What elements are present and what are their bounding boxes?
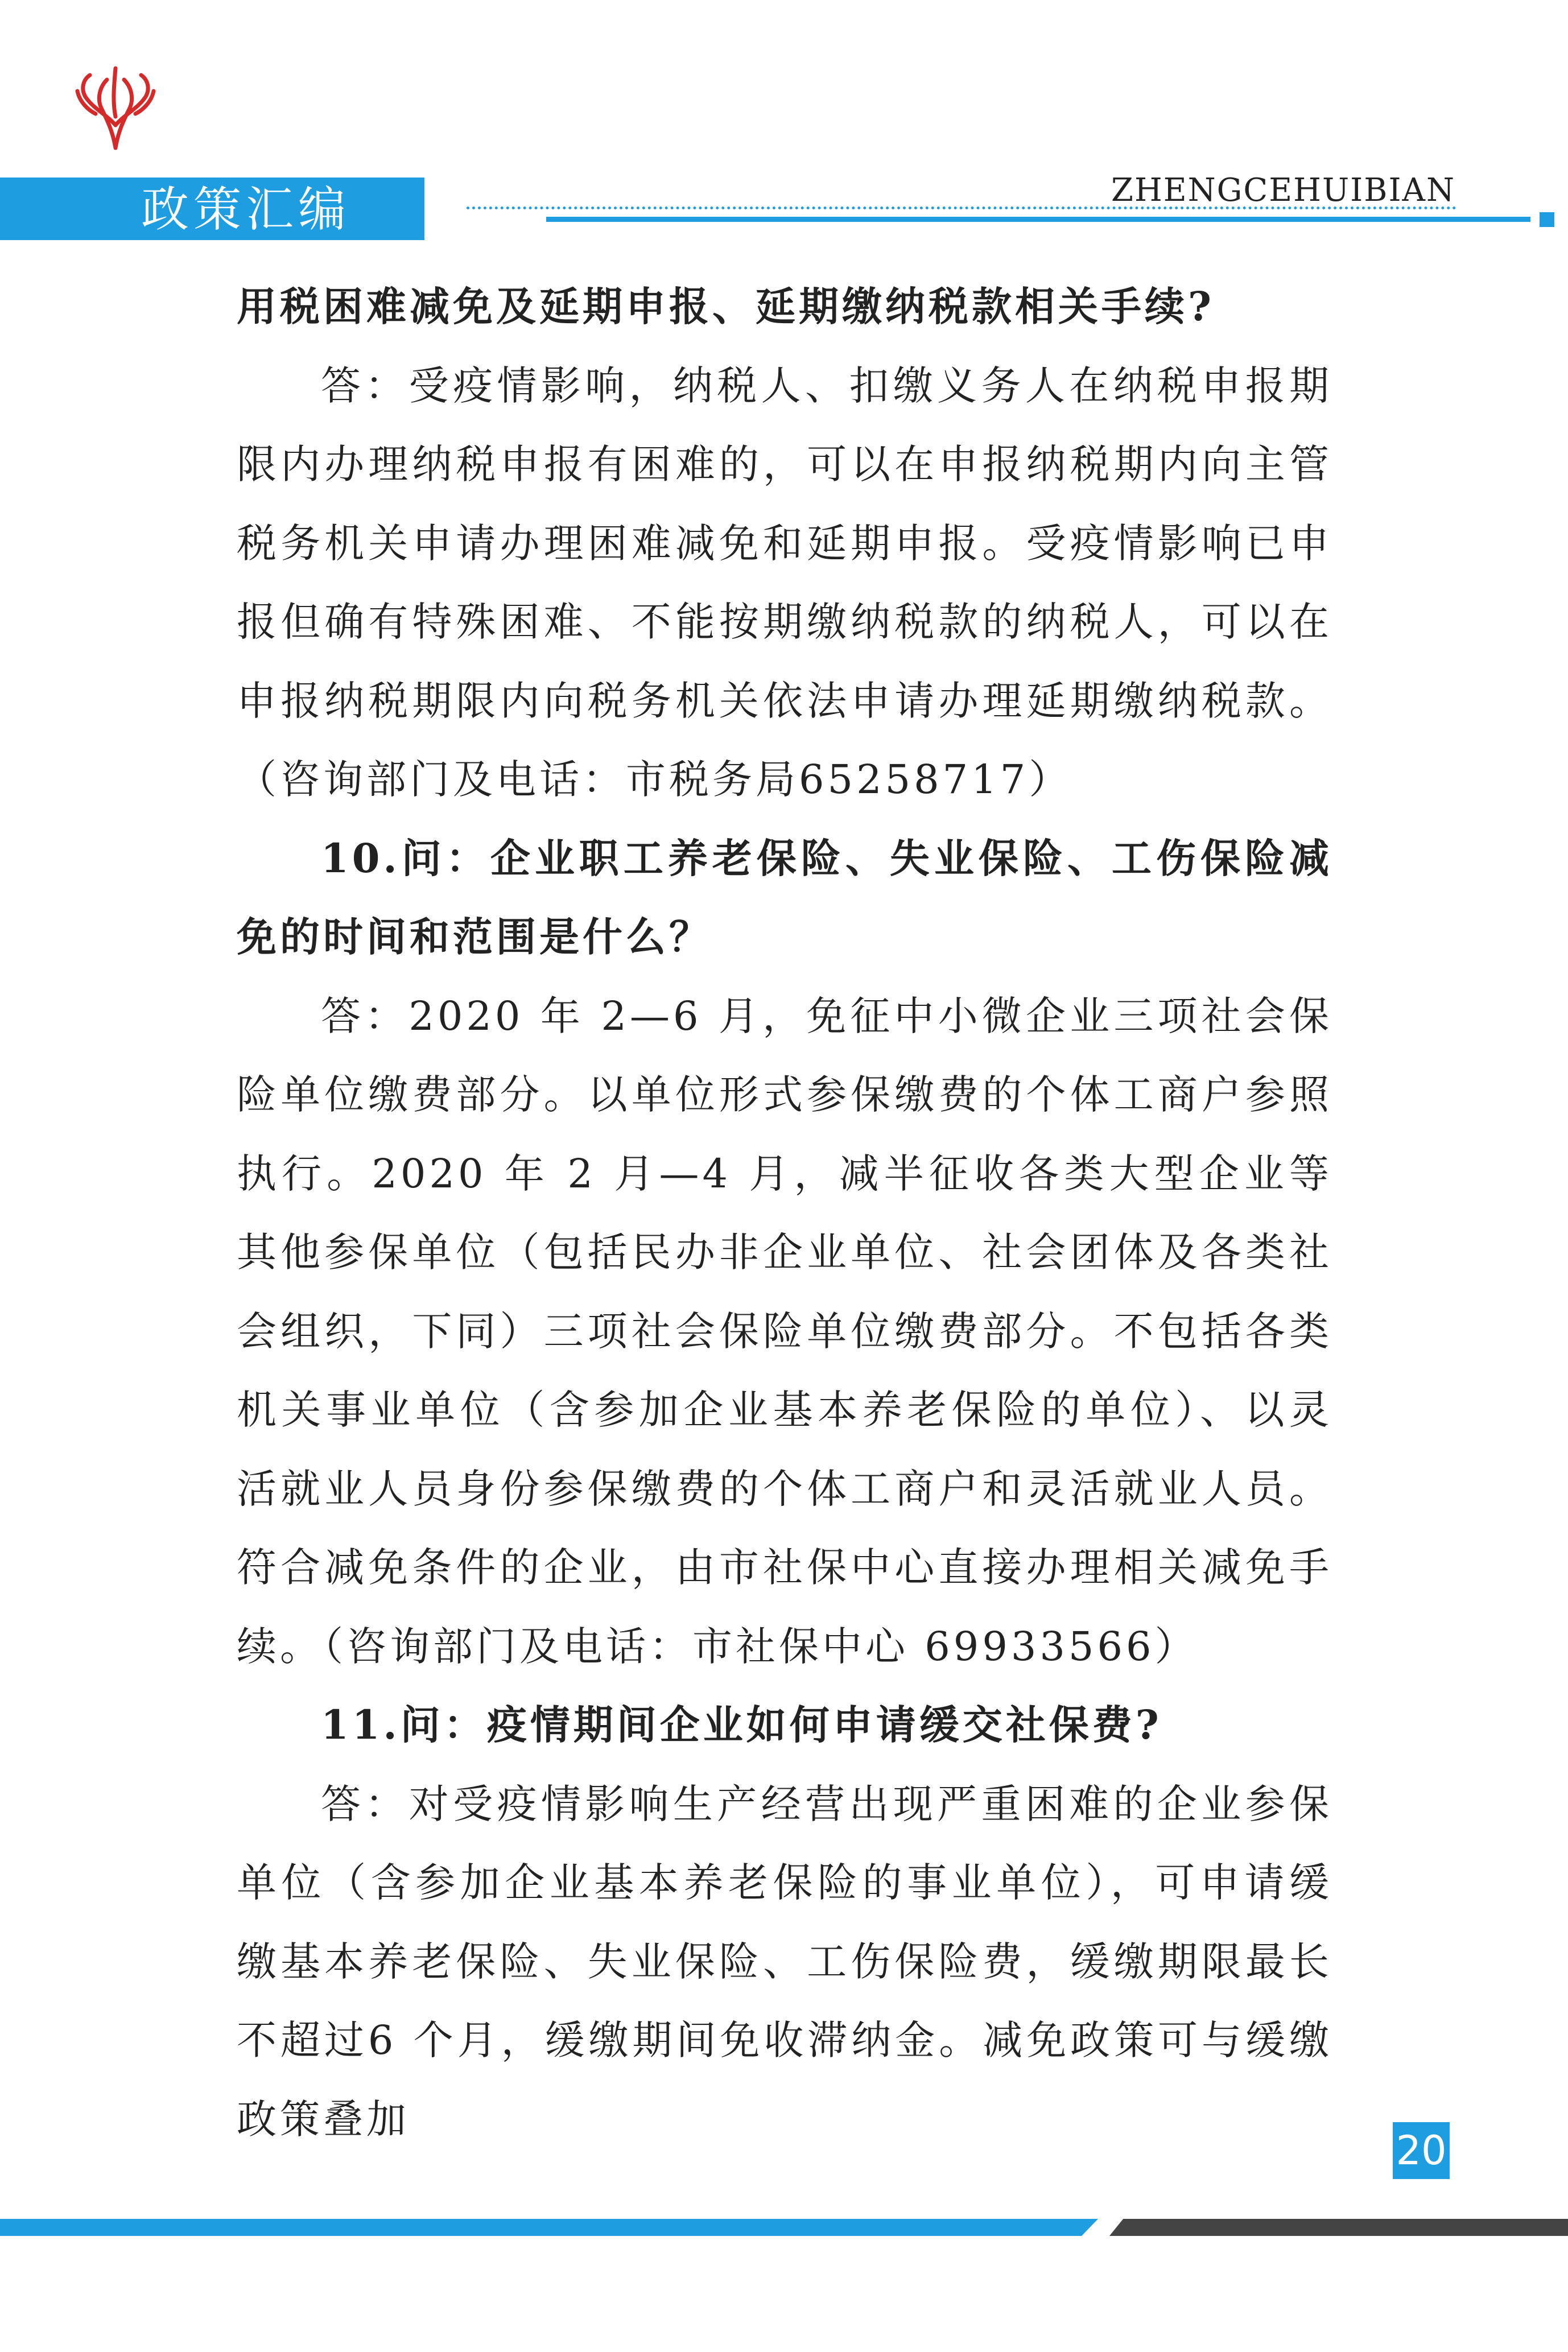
answer-10: 答：2020 年 2—6 月，免征中小微企业三项社会保险单位缴费部分。以单位形式参保缴费的个体工商户参照执行。2020 年 2 月—4 月，减半征收各类大型企业等其他参保单位（包括民办非企业单位、社会团体及各类社会组织，下同）三项社会保险单位缴费部分。不包括各类机关事业单位（含参加企业基本养老保险的单位）、以灵活就业人员身份参保缴费的个体工商户和灵活就业人员。符合减免条件的企业，由市社保中心直接办理相关减免手续。（咨询部门及电话：市社保中心 69933566）	[237, 992, 1332, 1670]
footer-blue-bar	[0, 2219, 1098, 2236]
header-english-title: ZHENGCEHUIBIAN	[1111, 172, 1455, 209]
answer-paragraph: 答：受疫情影响，纳税人、扣缴义务人在纳税申报期限内办理纳税申报有困难的，可以在申报纳税期内向主管税务机关申请办理困难减免和延期申报。受疫情影响已申报但确有特殊困难、不能按期缴纳税款的纳税人，可以在申报纳税期限内向税务机关依法申请办理延期缴纳税款。（咨询部门及电话：市税务局65258717）	[237, 362, 1332, 803]
footer-gray-bar	[1109, 2219, 1568, 2236]
question-continuation: 用税困难减免及延期申报、延期缴纳税款相关手续?	[237, 283, 1215, 330]
question-11: 11.问：疫情期间企业如何申请缓交社保费?	[321, 1701, 1162, 1748]
header-solid-rule	[546, 217, 1530, 222]
header-square-marker	[1540, 212, 1554, 227]
answer-11: 答：对受疫情影响生产经营出现严重困难的企业参保单位（含参加企业基本养老保险的事业单位），可申请缓缴基本养老保险、失业保险、工伤保险费，缓缴期限最长不超过6 个月，缓缴期间免收滞纳金。减免政策可与缓缴政策叠加	[237, 1780, 1332, 2143]
page-number: 20	[1393, 2122, 1450, 2179]
document-body	[237, 267, 1332, 2159]
question-10: 10.问：企业职工养老保险、失业保险、工伤保险减免的时间和范围是什么？	[237, 834, 1332, 960]
flame-emblem-icon	[73, 63, 158, 154]
section-title: 政策汇编	[141, 181, 351, 237]
header-dotted-rule	[467, 207, 1456, 209]
